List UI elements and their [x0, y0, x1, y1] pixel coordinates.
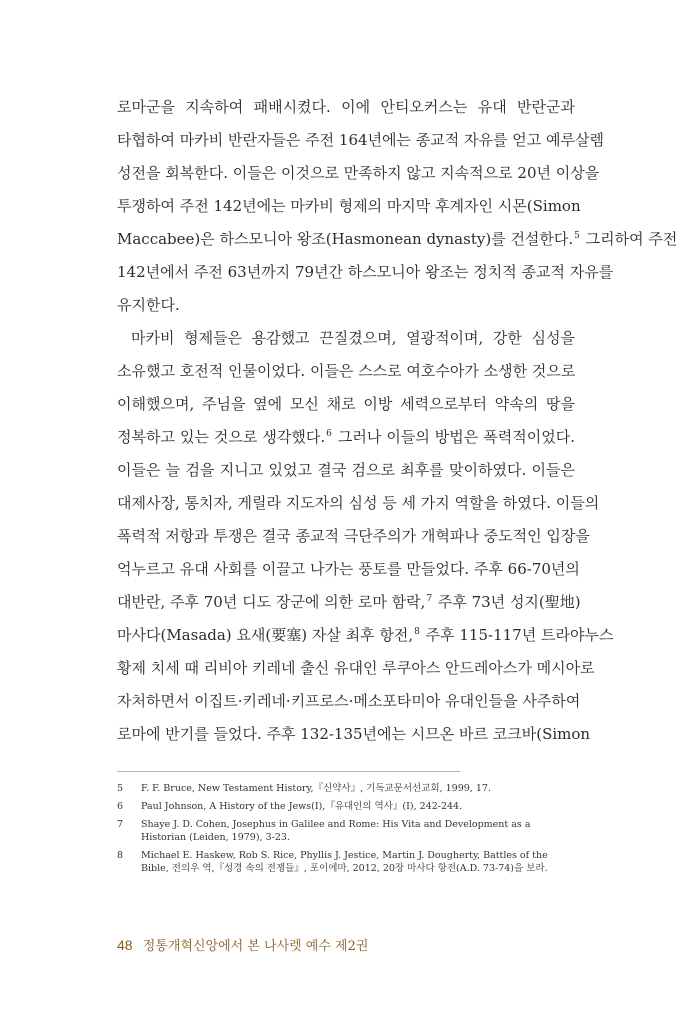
text-line: 소유했고 호전적 인물이었다. 이들은 스스로 여호수아가 소생한 것으로: [117, 362, 576, 380]
text-line: 로마에 반기를 들었다. 주후 132-135년에는 시므온 바르 코크바(Simon: [117, 725, 591, 743]
text-line: [117, 421, 575, 454]
text-segment: 그러나 이들의 방법은 폭력적이었다.: [332, 428, 575, 446]
text-line: 타협하여 마카비 반란자들은 주전 164년에는 종교적 자유를 얻고 예루살렘: [117, 131, 604, 149]
text-segment: 그리하여 주전: [580, 230, 678, 248]
text-line: [117, 586, 581, 619]
footnote-item: [117, 849, 575, 875]
footnote-number: 5: [117, 783, 124, 794]
text-line: [117, 223, 678, 256]
footnote-number: 8: [117, 850, 124, 861]
page-number: 48: [117, 937, 133, 953]
text-line: 이들은 늘 검을 지니고 있었고 결국 검으로 최후를 맞이하였다. 이들은: [117, 461, 575, 479]
text-line: 이해했으며, 주님을 옆에 모신 채로 이방 세력으로부터 약속의 땅을: [117, 395, 575, 413]
footnote-marker: 8: [414, 627, 420, 637]
footnote-text: Paul Johnson, A History of the Jews(I),『유대인의 역사』(I), 242-244.: [141, 801, 463, 812]
text-segment: 주후 115-117년 트라야누스: [420, 626, 614, 644]
footnote-text: Shaye J. D. Cohen, Josephus in Galilee and Rome: His Vita and Development as a Historian (Leiden, 1979), 3-23.: [141, 819, 531, 843]
text-segment: 주후 73년 성지(聖地): [433, 593, 581, 611]
text-segment: Maccabee)은 하스모니아 왕조(Hasmonean dynasty)를 건설한다.: [117, 230, 574, 248]
text-segment: 정복하고 있는 것으로 생각했다.: [117, 428, 326, 446]
text-line: 성전을 회복한다. 이들은 이것으로 만족하지 않고 지속적으로 20년 이상을: [117, 164, 600, 182]
text-line: 억누르고 유대 사회를 이끌고 나가는 풍토를 만들었다. 주후 66-70년의: [117, 560, 580, 578]
footnote-item: [117, 818, 575, 844]
text-segment: 대반란, 주후 70년 디도 장군에 의한 로마 함락,: [117, 593, 426, 611]
text-line: 황제 치세 때 리비아 키레네 출신 유대인 루쿠아스 안드레아스가 메시아로: [117, 659, 595, 677]
footnote-item: [117, 800, 575, 813]
footnote-text: Michael E. Haskew, Rob S. Rice, Phyllis J. Jestice, Martin J. Dougherty, Battles of the Bible, 전의우 역,『성경 속의 전쟁들』, 포이에마, 2012, 20장 마사다 항전(A.D. 73-74)을 보라.: [141, 850, 548, 874]
footnote-text: F. F. Bruce, New Testament History,『신약사』, 기독교문서선교회, 1999, 17.: [141, 783, 491, 794]
page-footer: [117, 935, 368, 954]
footnote-number: 7: [117, 819, 124, 830]
text-line: [117, 619, 614, 652]
text-line: 마카비 형제들은 용감했고 끈질겼으며, 열광적이며, 강한 심성을: [131, 329, 575, 347]
footnote-marker: 5: [574, 231, 580, 241]
text-line: 대제사장, 통치자, 게릴라 지도자의 심성 등 세 가지 역할을 하였다. 이들의: [117, 494, 600, 512]
footnotes: [117, 782, 575, 880]
text-line: 142년에서 주전 63년까지 79년간 하스모니아 왕조는 정치적 종교적 자유를: [117, 263, 614, 281]
running-title: 정통개혁신앙에서 본 나사렛 예수 제2권: [142, 939, 369, 954]
footnote-item: [117, 782, 575, 795]
footnote-marker: 7: [426, 594, 433, 604]
text-line: 로마군을 지속하여 패배시켰다. 이에 안티오커스는 유대 반란군과: [117, 98, 575, 116]
footnote-number: 6: [117, 801, 124, 812]
body-text: [117, 91, 678, 751]
footnote-marker: 6: [326, 429, 332, 439]
text-line: 자처하면서 이집트·키레네·키프로스·메소포타미아 유대인들을 사주하여: [117, 692, 581, 710]
footnote-divider: [117, 771, 460, 772]
text-line: 유지한다.: [117, 296, 180, 314]
text-line: 폭력적 저항과 투쟁은 결국 종교적 극단주의가 개혁파나 중도적인 입장을: [117, 527, 590, 545]
text-line: 투쟁하여 주전 142년에는 마카비 형제의 마지막 후계자인 시몬(Simon: [117, 197, 581, 215]
text-segment: 마사다(Masada) 요새(要塞) 자살 최후 항전,: [117, 626, 414, 644]
